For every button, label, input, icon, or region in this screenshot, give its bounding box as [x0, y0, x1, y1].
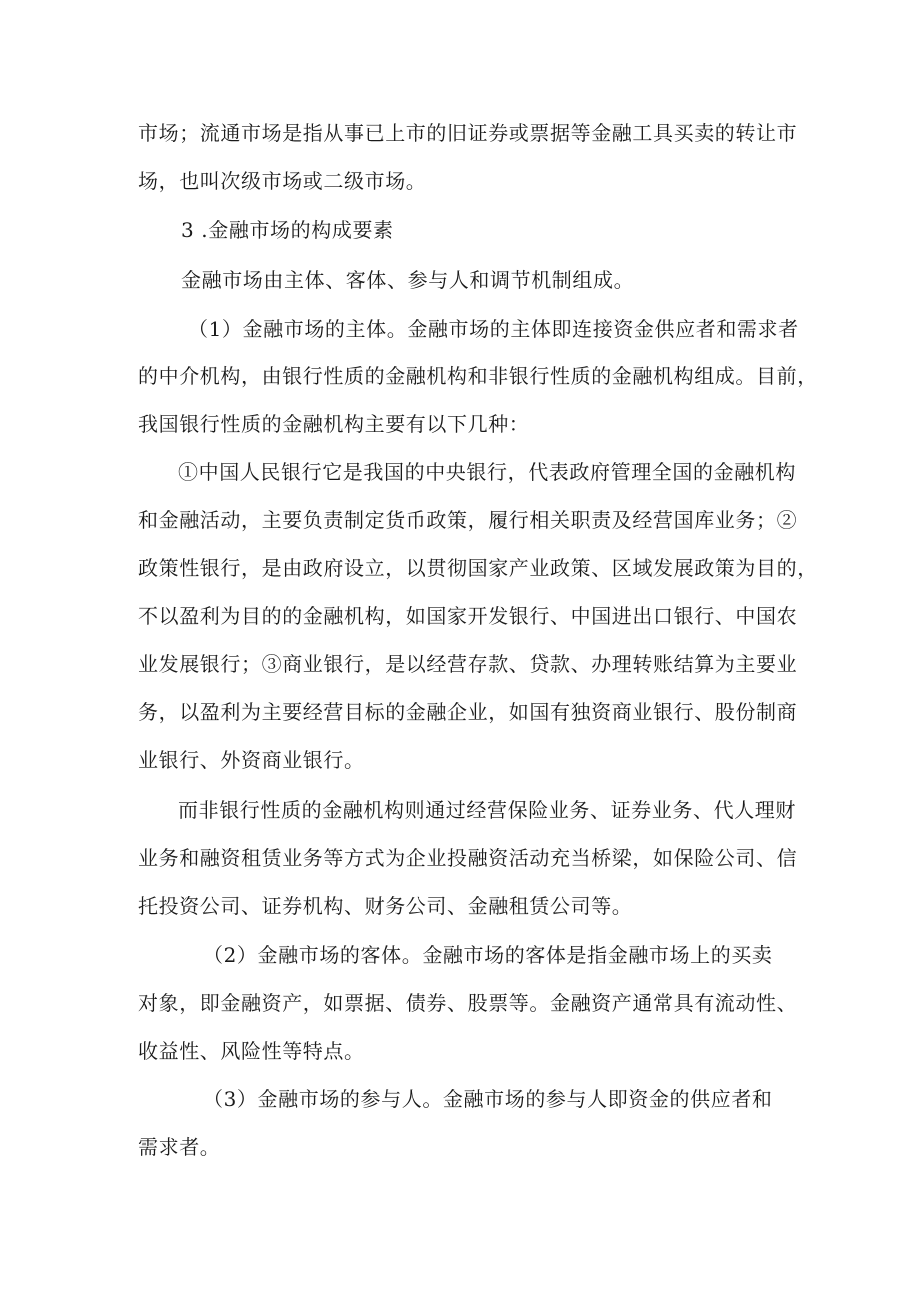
- text-line: 而非银行性质的金融机构则通过经营保险业务、证券业务、代人理财: [178, 798, 796, 822]
- text-line: 市场；流通市场是指从事已上市的旧证券或票据等金融工具买卖的转让市: [138, 121, 798, 145]
- text-line: 业发展银行；③商业银行，是以经营存款、贷款、办理转账结算为主要业: [138, 652, 798, 676]
- text-line: （2）金融市场的客体。金融市场的客体是指金融市场上的买卖: [203, 943, 773, 967]
- text-line: 业务和融资租赁业务等方式为企业投融资活动充当桥梁，如保险公司、信: [138, 846, 798, 870]
- text-line: 的中介机构，由银行性质的金融机构和非银行性质的金融机构组成。目前，: [138, 364, 818, 388]
- text-line: 托投资公司、证券机构、财务公司、金融租赁公司等。: [138, 894, 633, 918]
- text-line: 需求者。: [138, 1135, 221, 1159]
- text-line: 政策性银行，是由政府设立，以贯彻国家产业政策、区域发展政策为目的，: [138, 556, 818, 580]
- text-line: 金融市场由主体、客体、参与人和调节机制组成。: [181, 268, 635, 292]
- text-line: 务，以盈利为主要经营目标的金融企业，如国有独资商业银行、股份制商: [138, 700, 798, 724]
- text-line: 我国银行性质的金融机构主要有以下几种：: [138, 412, 530, 436]
- text-line: 不以盈利为目的的金融机构，如国家开发银行、中国进出口银行、中国农: [138, 604, 798, 628]
- text-line: ①中国人民银行它是我国的中央银行，代表政府管理全国的金融机构: [178, 460, 796, 484]
- text-line: 业银行、外资商业银行。: [138, 748, 365, 772]
- text-line: 对象，即金融资产，如票据、债券、股票等。金融资产通常具有流动性、: [138, 991, 798, 1015]
- text-line: 收益性、风险性等特点。: [138, 1039, 365, 1063]
- text-line: 和金融活动，主要负责制定货币政策，履行相关职责及经营国库业务；②: [138, 508, 798, 532]
- text-line: （1）金融市场的主体。金融市场的主体即连接资金供应者和需求者: [188, 317, 799, 341]
- text-line: 场，也叫次级市场或二级市场。: [138, 169, 427, 193]
- section-heading: 3 .金融市场的构成要素: [181, 218, 394, 242]
- text-line: （3）金融市场的参与人。金融市场的参与人即资金的供应者和: [203, 1087, 773, 1111]
